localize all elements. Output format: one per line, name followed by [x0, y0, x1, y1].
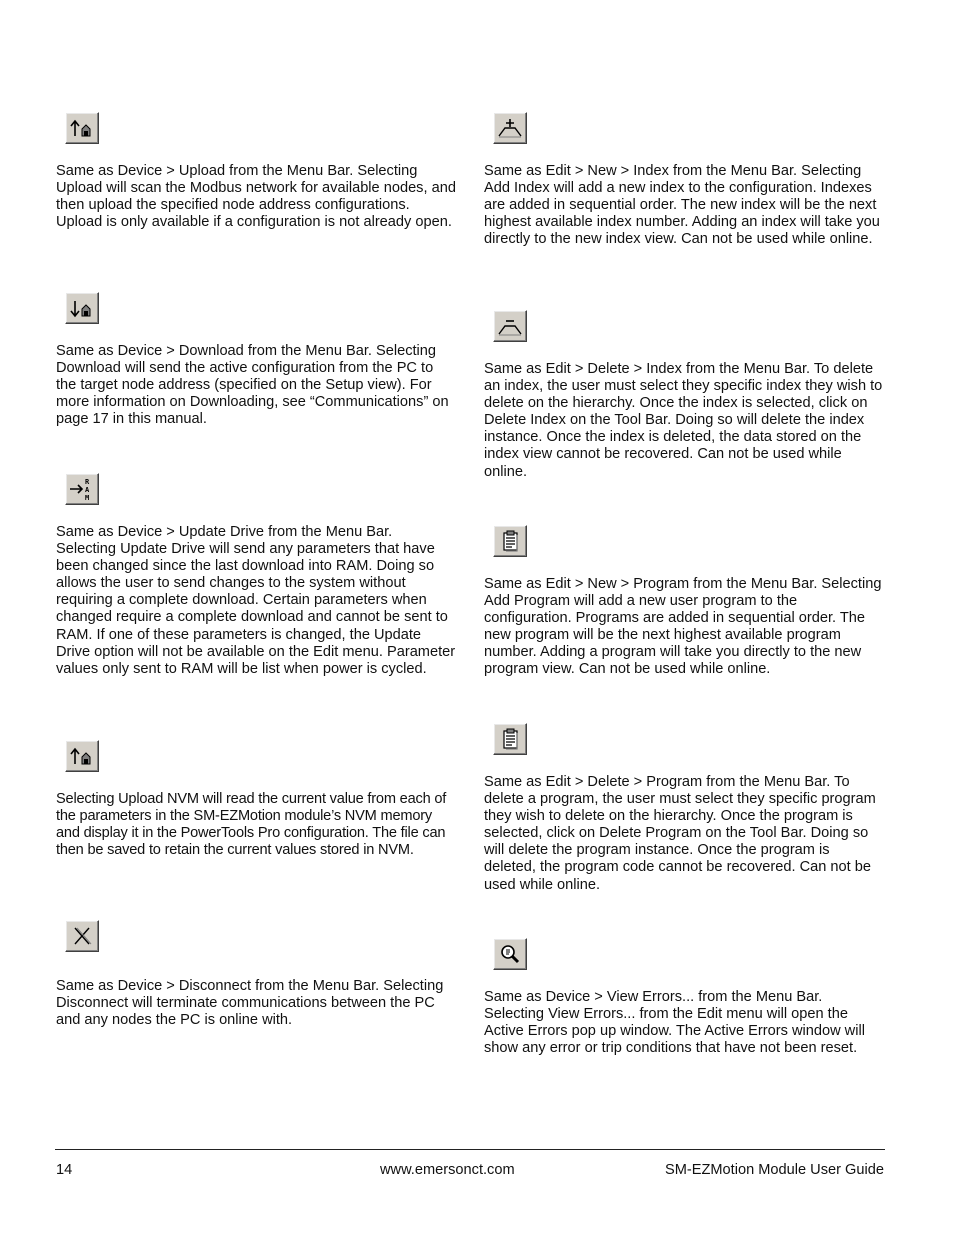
view-errors-entry: [484, 938, 884, 1057]
upload-icon[interactable]: [65, 112, 99, 144]
ram-letter-r: R: [85, 478, 90, 486]
footer-rule: [55, 1149, 885, 1150]
update-drive-description: Same as Device > Update Drive from the Menu Bar. Selecting Update Drive will send any parameters that have been changed since the last download into RAM. Doing so allows the user to send changes to the system without requiring a complete download. Certain parameters when changed require a complete download and cannot be sent to RAM. If one of these parameters is changed, the Update Drive option will not be available on the Edit menu. Parameter values only sent to RAM will be list when power is cycled.: [56, 524, 456, 677]
upload-description: Same as Device > Upload from the Menu Bar. Selecting Upload will scan the Modbus network for available nodes, and then upload the specified node address configurations. Upload is only available if a configuration is not already open.: [56, 163, 456, 231]
add-program-description: Same as Edit > New > Program from the Menu Bar. Selecting Add Program will add a new user program to the configuration. Programs are added in sequential order. The new program will be the next highest available program number. Adding a program will take you directly to the new program view. Can not be used while online.: [484, 576, 882, 678]
add-index-description: Same as Edit > New > Index from the Menu Bar. Selecting Add Index will add a new index to the configuration. Indexes are added in sequential order. The new index will be the next highest available index number. Adding an index will take you directly to the new index view. Can not be used while online.: [484, 163, 880, 248]
download-icon[interactable]: [65, 292, 99, 324]
add-index-entry: [484, 112, 884, 248]
download-description: Same as Device > Download from the Menu Bar. Selecting Download will send the active configuration from the PC to the target node address (specified on the Setup view). For more information on Downloading, see “Communications” on page 17 in this manual.: [56, 343, 449, 428]
view-errors-description: Same as Device > View Errors... from the Menu Bar. Selecting View Errors... from the Edit menu will open the Active Errors pop up window. The Active Errors window will show any error or trip conditions that have not been reset.: [484, 989, 865, 1057]
upload-entry: [56, 112, 456, 231]
disconnect-description: Same as Device > Disconnect from the Menu Bar. Selecting Disconnect will terminate communications between the PC and any nodes the PC is online with.: [56, 978, 444, 1029]
delete-program-entry: [484, 723, 884, 894]
view-errors-icon[interactable]: [493, 938, 527, 970]
ram-letter-m: M: [85, 494, 90, 502]
add-program-icon[interactable]: [493, 525, 527, 557]
ram-letter-a: A: [85, 486, 90, 494]
guide-title: SM-EZMotion Module User Guide: [665, 1162, 884, 1178]
add-index-icon[interactable]: [493, 112, 527, 144]
upload-nvm-description: Selecting Upload NVM will read the current value from each of the parameters in the SM-EZMotion module’s NVM memory and display it in the PowerTools Pro configuration. The file can then be saved to retain the current values stored in NVM.: [56, 791, 447, 859]
download-entry: [56, 292, 456, 428]
delete-index-entry: [484, 310, 884, 481]
upload-nvm-entry: [56, 740, 456, 859]
update-drive-ram-icon[interactable]: [65, 473, 99, 505]
delete-program-icon[interactable]: [493, 723, 527, 755]
add-program-entry: [484, 525, 884, 679]
page-number: 14: [56, 1162, 73, 1178]
upload-nvm-icon[interactable]: [65, 740, 99, 772]
disconnect-entry: [56, 920, 456, 1029]
delete-index-description: Same as Edit > Delete > Index from the Menu Bar. To delete an index, the user must select they specific index they wish to delete on the hierarchy. Once the index is selected, click on Delete Index on the Tool Bar. Doing so will delete the index instance. Once the index is deleted, the data stored on the index view cannot be recovered. Can not be used while online.: [484, 361, 883, 480]
delete-index-icon[interactable]: [493, 310, 527, 342]
website-link[interactable]: www.emersonct.com: [380, 1162, 515, 1178]
update-drive-entry: [56, 473, 456, 678]
disconnect-icon[interactable]: [65, 920, 99, 952]
delete-program-description: Same as Edit > Delete > Program from the Menu Bar. To delete a program, the user must select they specific program they wish to delete on the hierarchy. Once the program is selected, click on Delete Program on the Tool Bar. Doing so will delete the program instance. Once the program is deleted, the program code cannot be recovered. Can not be used while online.: [484, 774, 876, 893]
